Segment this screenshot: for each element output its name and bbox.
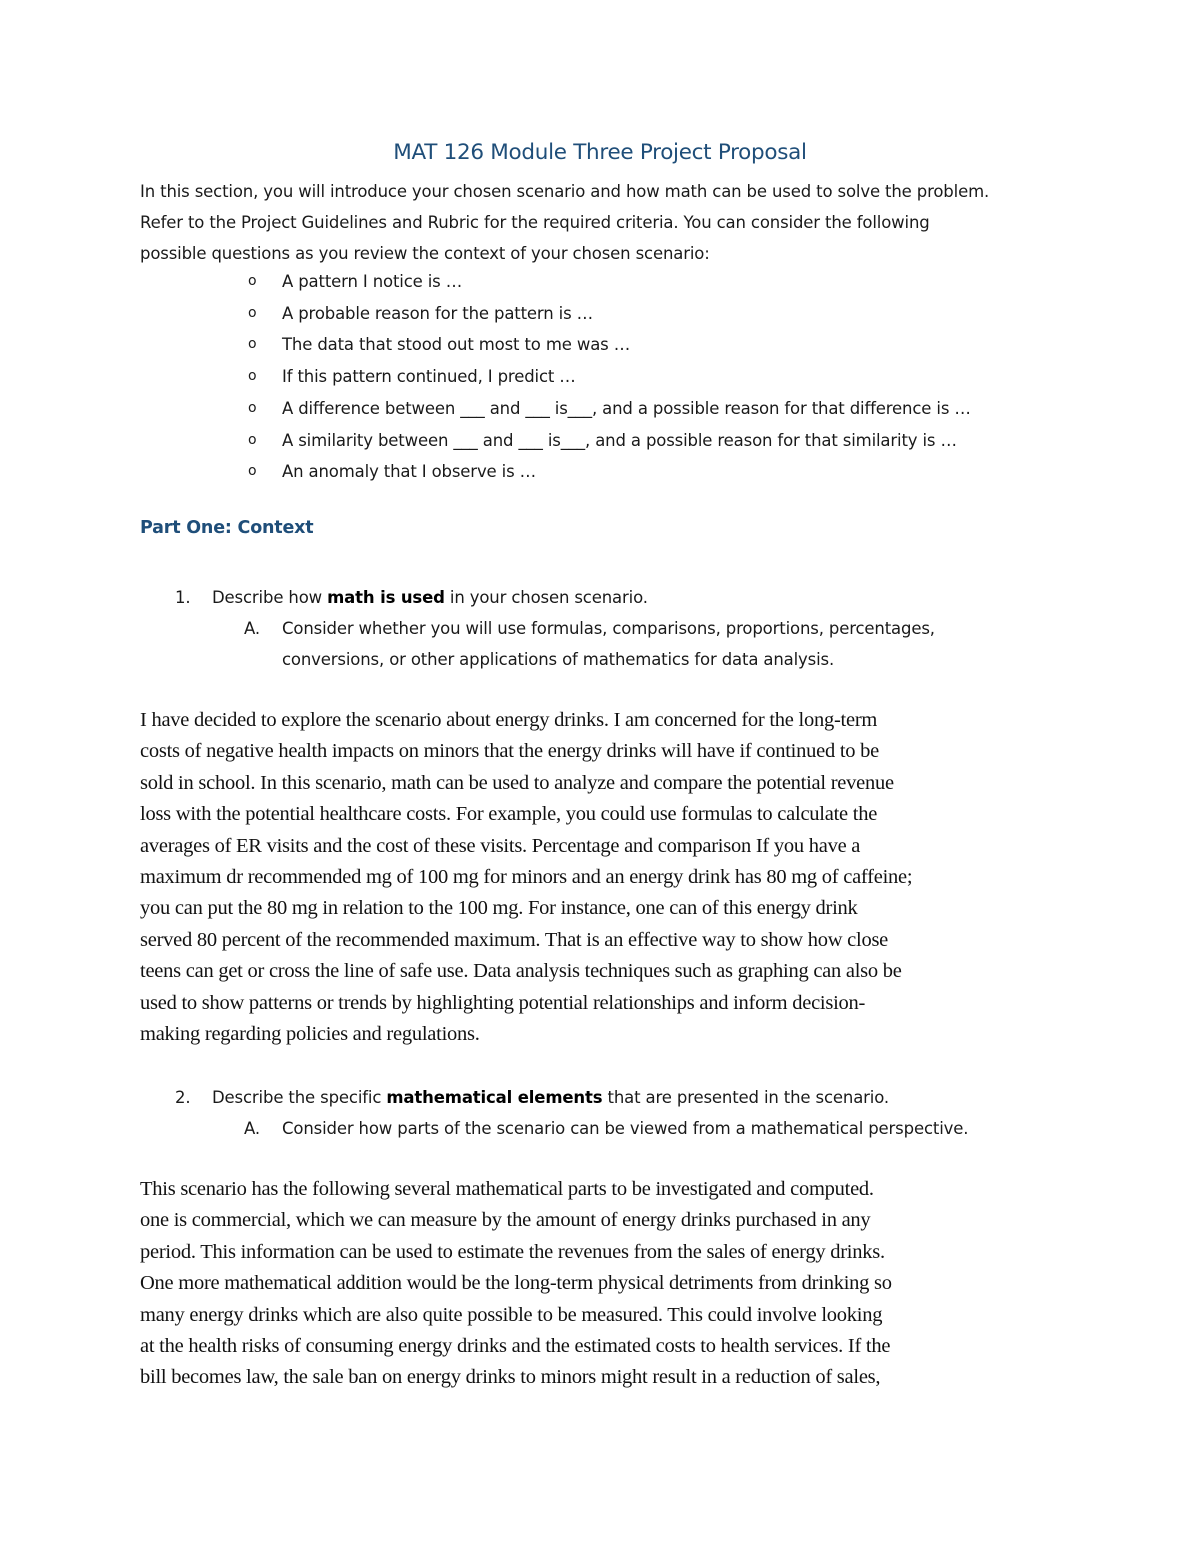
- bullet-marker: o: [248, 336, 257, 353]
- list-item: [140, 266, 1070, 298]
- intro-line: In this section, you will introduce your chosen scenario and how math can be used to solve the problem.: [140, 182, 990, 201]
- answer-line: averages of ER visits and the cost of these visits. Percentage and comparison If you have a: [140, 834, 861, 857]
- bullet-marker: o: [248, 304, 257, 321]
- question-text: that are presented in the scenario.: [602, 1088, 889, 1107]
- question-text: Describe the specific: [212, 1088, 387, 1107]
- bullet-marker: o: [248, 368, 257, 385]
- list-item: [140, 425, 1070, 457]
- bullet-marker: o: [248, 273, 257, 289]
- answer-1-paragraph: [140, 705, 1060, 1050]
- answer-line: costs of negative health impacts on minors that the energy drinks will have if continued to be: [140, 740, 879, 763]
- list-item: [140, 329, 1070, 361]
- question-1: [140, 582, 1080, 675]
- subpoint-text: conversions, or other applications of mathematics for data analysis.: [282, 650, 835, 669]
- section-heading: Part One: Context: [140, 518, 314, 538]
- question-1-text: [140, 582, 1080, 613]
- bullet-text: A probable reason for the pattern is …: [282, 303, 593, 323]
- question-1-subpoint: [140, 613, 1080, 675]
- answer-line: This scenario has the following several mathematical parts to be investigated and computed.: [140, 1178, 874, 1200]
- answer-line: used to show patterns or trends by highlighting potential relationships and inform decision-: [140, 991, 866, 1014]
- answer-line: many energy drinks which are also quite possible to be measured. This could involve looking: [140, 1303, 883, 1326]
- answer-line: maximum dr recommended mg of 100 mg for minors and an energy drink has 80 mg of caffeine;: [140, 866, 913, 889]
- question-number: 1.: [175, 588, 191, 607]
- question-2-text: [140, 1082, 1080, 1113]
- answer-line: loss with the potential healthcare costs. For example, you could use formulas to calculate the: [140, 803, 878, 826]
- subpoint-letter: A.: [244, 619, 260, 638]
- bullet-marker: o: [248, 463, 257, 480]
- bullet-text: If this pattern continued, I predict …: [282, 367, 576, 387]
- list-item: [140, 298, 1070, 330]
- answer-line: one is commercial, which we can measure by the amount of energy drinks purchased in any: [140, 1209, 871, 1232]
- bullet-text: A pattern I notice is …: [282, 272, 463, 291]
- intro-line: Refer to the Project Guidelines and Rubric for the required criteria. You can consider the following: [140, 213, 930, 232]
- question-2: [140, 1082, 1080, 1144]
- question-number: 2.: [175, 1088, 191, 1107]
- bullet-text: The data that stood out most to me was …: [282, 335, 631, 355]
- answer-line: bill becomes law, the sale ban on energy drinks to minors might result in a reduction of sales,: [140, 1366, 881, 1389]
- answer-2-paragraph: [140, 1174, 1060, 1394]
- bullet-marker: o: [248, 399, 257, 416]
- answer-line: One more mathematical addition would be the long-term physical detriments from drinking so: [140, 1272, 892, 1295]
- question-prompt-list: [140, 266, 1070, 488]
- answer-line: served 80 percent of the recommended maximum. That is an effective way to show how close: [140, 928, 889, 951]
- subpoint-text: Consider how parts of the scenario can be viewed from a mathematical perspective.: [282, 1119, 969, 1138]
- answer-line: you can put the 80 mg in relation to the 100 mg. For instance, one can of this energy drink: [140, 897, 858, 920]
- bullet-text: An anomaly that I observe is …: [282, 462, 536, 482]
- answer-line: at the health risks of consuming energy drinks and the estimated costs to health services. If the: [140, 1335, 891, 1358]
- list-item: [140, 456, 1070, 488]
- list-item: [140, 361, 1070, 393]
- question-text: in your chosen scenario.: [444, 588, 648, 607]
- answer-line: period. This information can be used to estimate the revenues from the sales of energy drinks.: [140, 1240, 885, 1263]
- bullet-text: A difference between ___ and ___ is___, and a possible reason for that difference is …: [282, 398, 971, 418]
- answer-line: I have decided to explore the scenario about energy drinks. I am concerned for the long-term: [140, 709, 878, 731]
- subpoint-text: Consider whether you will use formulas, comparisons, proportions, percentages,: [282, 619, 935, 638]
- intro-paragraph: [140, 176, 1070, 269]
- question-text: Describe how: [212, 588, 328, 607]
- answer-line: sold in school. In this scenario, math can be used to analyze and compare the potential revenue: [140, 771, 894, 794]
- question-emphasis: math is used: [327, 588, 445, 607]
- answer-line: teens can get or cross the line of safe use. Data analysis techniques such as graphing can also be: [140, 960, 902, 983]
- intro-line: possible questions as you review the context of your chosen scenario:: [140, 244, 710, 263]
- question-emphasis: mathematical elements: [386, 1088, 603, 1107]
- subpoint-letter: A.: [244, 1119, 260, 1138]
- bullet-marker: o: [248, 431, 257, 448]
- answer-line: making regarding policies and regulations.: [140, 1023, 480, 1046]
- list-item: [140, 393, 1070, 425]
- bullet-text: A similarity between ___ and ___ is___, and a possible reason for that similarity is …: [282, 430, 957, 450]
- question-2-subpoint: [140, 1113, 1080, 1144]
- page-title: MAT 126 Module Three Project Proposal: [393, 140, 807, 165]
